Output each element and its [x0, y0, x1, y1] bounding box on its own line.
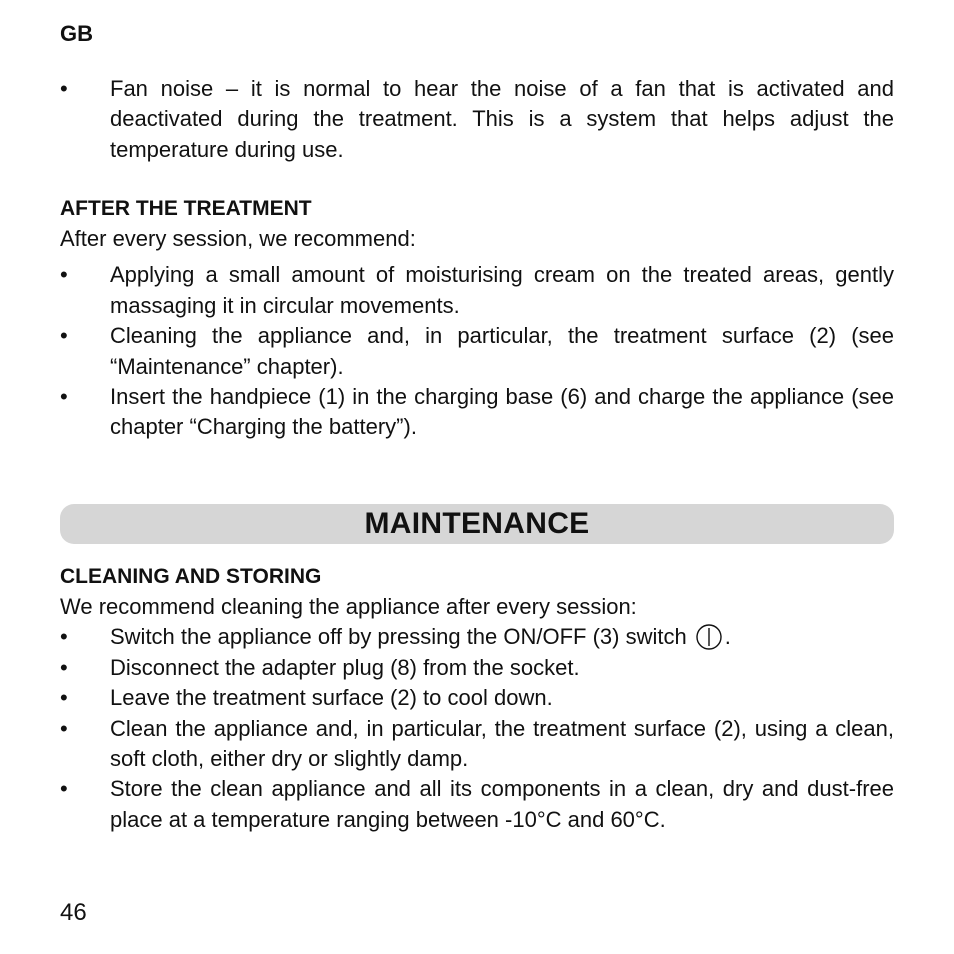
- bullet-point: •: [60, 776, 68, 802]
- after-treatment-section: [60, 194, 894, 443]
- bullet-point: •: [60, 624, 68, 650]
- cleaning-heading: CLEANING AND STORING: [60, 565, 322, 588]
- bullet-point: •: [60, 384, 68, 410]
- list-item-text: Switch the appliance off by pressing the ON/OFF (3) switch: [110, 624, 687, 650]
- list-item-text: Store the clean appliance and all its components in a clean, dry and dust-free place at a temperature ranging between -10°C and 60°C.: [110, 776, 894, 832]
- cleaning-list: [60, 622, 894, 835]
- list-item-text: Clean the appliance and, in particular, the treatment surface (2), using a clean, soft cloth, either dry or slightly damp.: [110, 715, 894, 772]
- bullet-point: •: [60, 76, 68, 101]
- list-item-text: Insert the handpiece (1) in the charging base (6) and charge the appliance (see chapter “Charging the battery”).: [110, 384, 894, 440]
- language-label: GB: [60, 21, 93, 46]
- cleaning-intro: We recommend cleaning the appliance after every session:: [60, 594, 637, 619]
- bullet-point: •: [60, 323, 68, 349]
- list-item-text: Cleaning the appliance and, in particular, the treatment surface (2) (see “Maintenance” chapter).: [110, 323, 894, 379]
- fan-noise-section: [60, 74, 894, 165]
- page-number: 46: [60, 899, 87, 926]
- bullet-point: •: [60, 654, 68, 680]
- list-item: [60, 653, 894, 683]
- list-item: [60, 622, 894, 652]
- maintenance-banner: [60, 504, 894, 544]
- bullet-point: •: [60, 715, 68, 741]
- bullet-point: •: [60, 685, 68, 711]
- list-item: [60, 683, 894, 713]
- list-item-end: .: [724, 624, 731, 650]
- cleaning-section: [60, 562, 894, 835]
- after-treatment-list: [60, 260, 894, 442]
- maintenance-title: MAINTENANCE: [364, 507, 590, 540]
- after-treatment-intro: After every session, we recommend:: [60, 226, 416, 251]
- list-item-text: Disconnect the adapter plug (8) from the socket.: [110, 654, 580, 680]
- list-item: [60, 714, 894, 775]
- list-item: [60, 260, 894, 321]
- power-switch-icon: [695, 623, 723, 651]
- list-item: [60, 321, 894, 382]
- list-item: [60, 774, 894, 835]
- fan-noise-list: [60, 74, 894, 165]
- bullet-point: •: [60, 262, 68, 288]
- list-item: [60, 74, 894, 165]
- list-item-text: Leave the treatment surface (2) to cool down.: [110, 685, 553, 711]
- list-item-text: Fan noise – it is normal to hear the noise of a fan that is activated and deactivated during the treatment. This is a system that helps adjust the temperature during use.: [110, 76, 894, 162]
- list-item: [60, 382, 894, 443]
- list-item-text: Applying a small amount of moisturising cream on the treated areas, gently massaging it in circular movements.: [110, 262, 894, 318]
- after-treatment-heading: AFTER THE TREATMENT: [60, 197, 312, 220]
